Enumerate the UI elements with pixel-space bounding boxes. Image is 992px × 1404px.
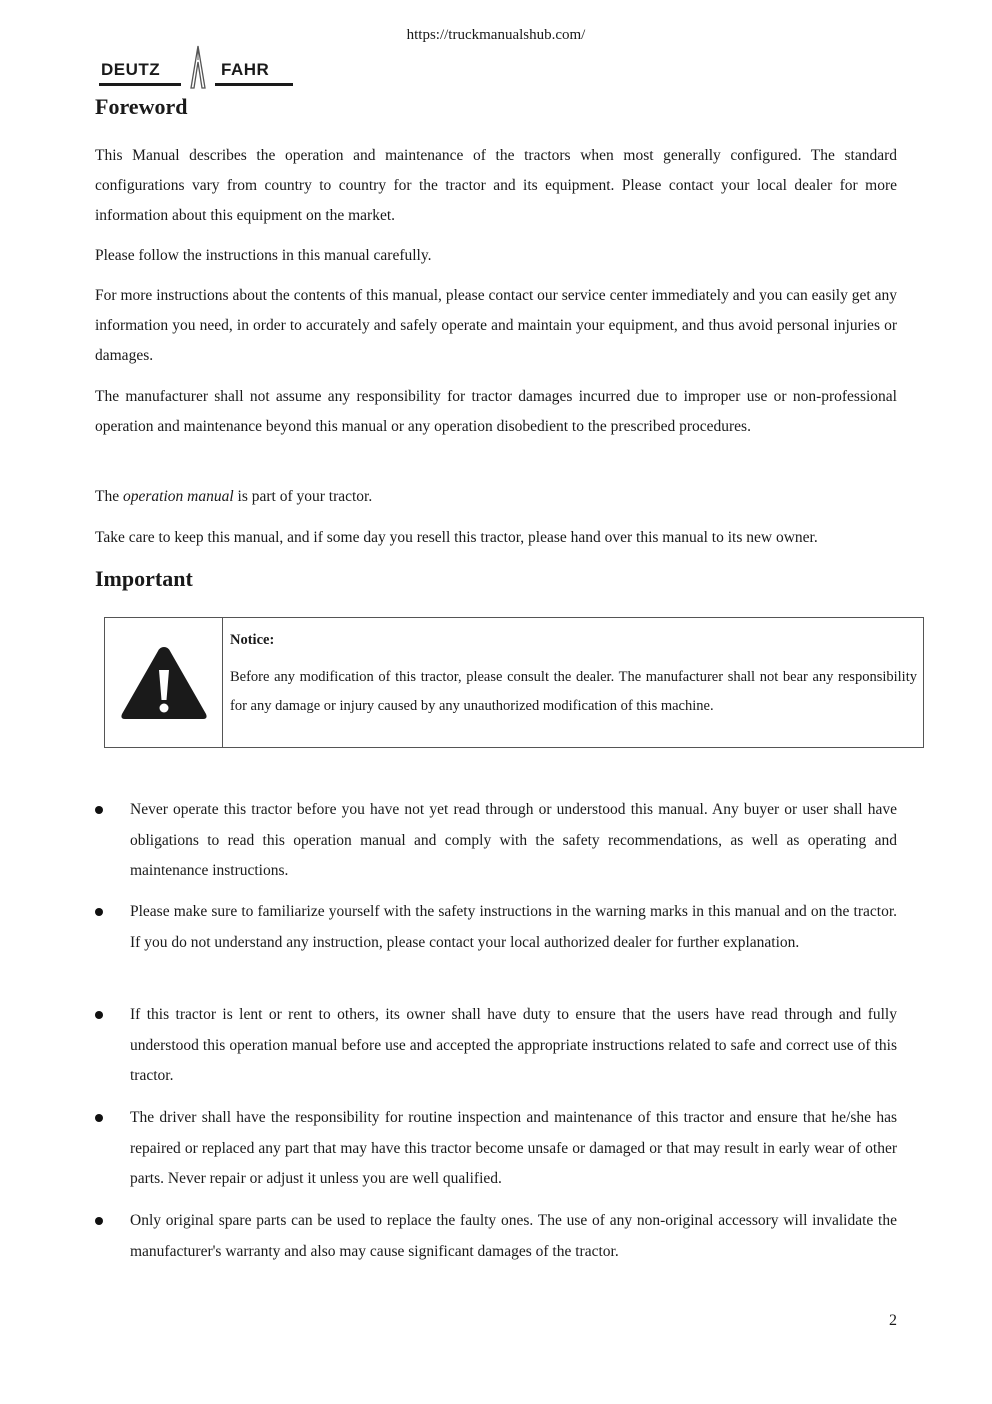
bullet-item [95,1206,897,1267]
notice-icon-cell [105,618,223,747]
foreword-heading: Foreword [95,94,188,119]
foreword-paragraph-1: This Manual describes the operation and maintenance of the tractors when most generally configured. The standard configurations vary from country to country for the tractor and its equipment. Please contact your local dealer for more information about this equipment on the market. [95,147,897,224]
bullet-dot-icon [95,908,103,916]
logo-underline-left [99,83,181,86]
operation-manual-emphasis: operation manual [122,488,234,505]
logo-emblem-icon [183,44,213,90]
foreword-paragraph-2: Please follow the instructions in this manual carefully. [95,247,432,264]
bullet-text: The driver shall have the responsibility for routine inspection and maintenance of this tractor and ensure that he/she has repaired or replaced any part that may have this tractor become unsafe or damaged or that may result in early wear of other parts. Never repair or adjust it unless you are well qualified. [130,1109,897,1187]
foreword-paragraph-3: For more instructions about the contents of this manual, please contact our service center immediately and you can easily get any information you need, in order to accurately and safely operate and maintain your equipment, and thus avoid personal injuries or damages. [95,287,897,364]
source-url: https://truckmanualshub.com/ [406,27,586,43]
bullet-text: Never operate this tractor before you have not yet read through or understood this manual. Any buyer or user shall have obligations to read this operation manual and comply with the safety recommendations, as well as operating and maintenance instructions. [130,801,897,879]
bullet-dot-icon [95,1217,103,1225]
bullet-item [95,897,897,958]
logo-deutz-text: DEUTZ [101,60,161,79]
bullet-text: Only original spare parts can be used to replace the faulty ones. The use of any non-original accessory will invalidate the manufacturer's warranty and also may cause significant damages of the tractor. [130,1212,897,1260]
p5-suffix: is part of your tractor. [233,488,373,505]
notice-box [104,617,924,748]
notice-text-cell [223,618,923,747]
deutz-fahr-logo [99,44,293,92]
foreword-paragraph-6: Take care to keep this manual, and if some day you resell this tractor, please hand over this manual to its new owner. [95,529,818,546]
bullet-item [95,795,897,887]
important-heading: Important [95,566,193,591]
foreword-paragraph-4: The manufacturer shall not assume any responsibility for tractor damages incurred due to improper use or non-professional operation and maintenance beyond this manual or any operation disobedient to the prescribed procedures. [95,388,897,435]
bullet-dot-icon [95,806,103,814]
foreword-paragraph-5 [95,482,897,512]
warning-triangle-icon [118,642,210,724]
logo-underline-right [215,83,293,86]
bullet-dot-icon [95,1011,103,1019]
page-number: 2 [889,1312,897,1329]
bullet-dot-icon [95,1114,103,1122]
bullet-text: If this tractor is lent or rent to others, its owner shall have duty to ensure that the users have read through and fully understood this operation manual before use and accepted the appropriate instructions related to safe and correct use of this tractor. [130,1006,897,1084]
bullet-text: Please make sure to familiarize yourself with the safety instructions in the warning marks in this manual and on the tractor. If you do not understand any instruction, please contact your local authorized dealer for further explanation. [130,903,897,951]
logo-fahr-text: FAHR [221,60,270,79]
p5-prefix: The [95,488,123,505]
bullet-item [95,1000,897,1092]
bullet-item [95,1103,897,1195]
notice-title: Notice: [230,632,275,648]
notice-body: Before any modification of this tractor, please consult the dealer. The manufacturer shall not bear any responsibility for any damage or injury caused by any unauthorized modification of this machine. [230,669,917,714]
